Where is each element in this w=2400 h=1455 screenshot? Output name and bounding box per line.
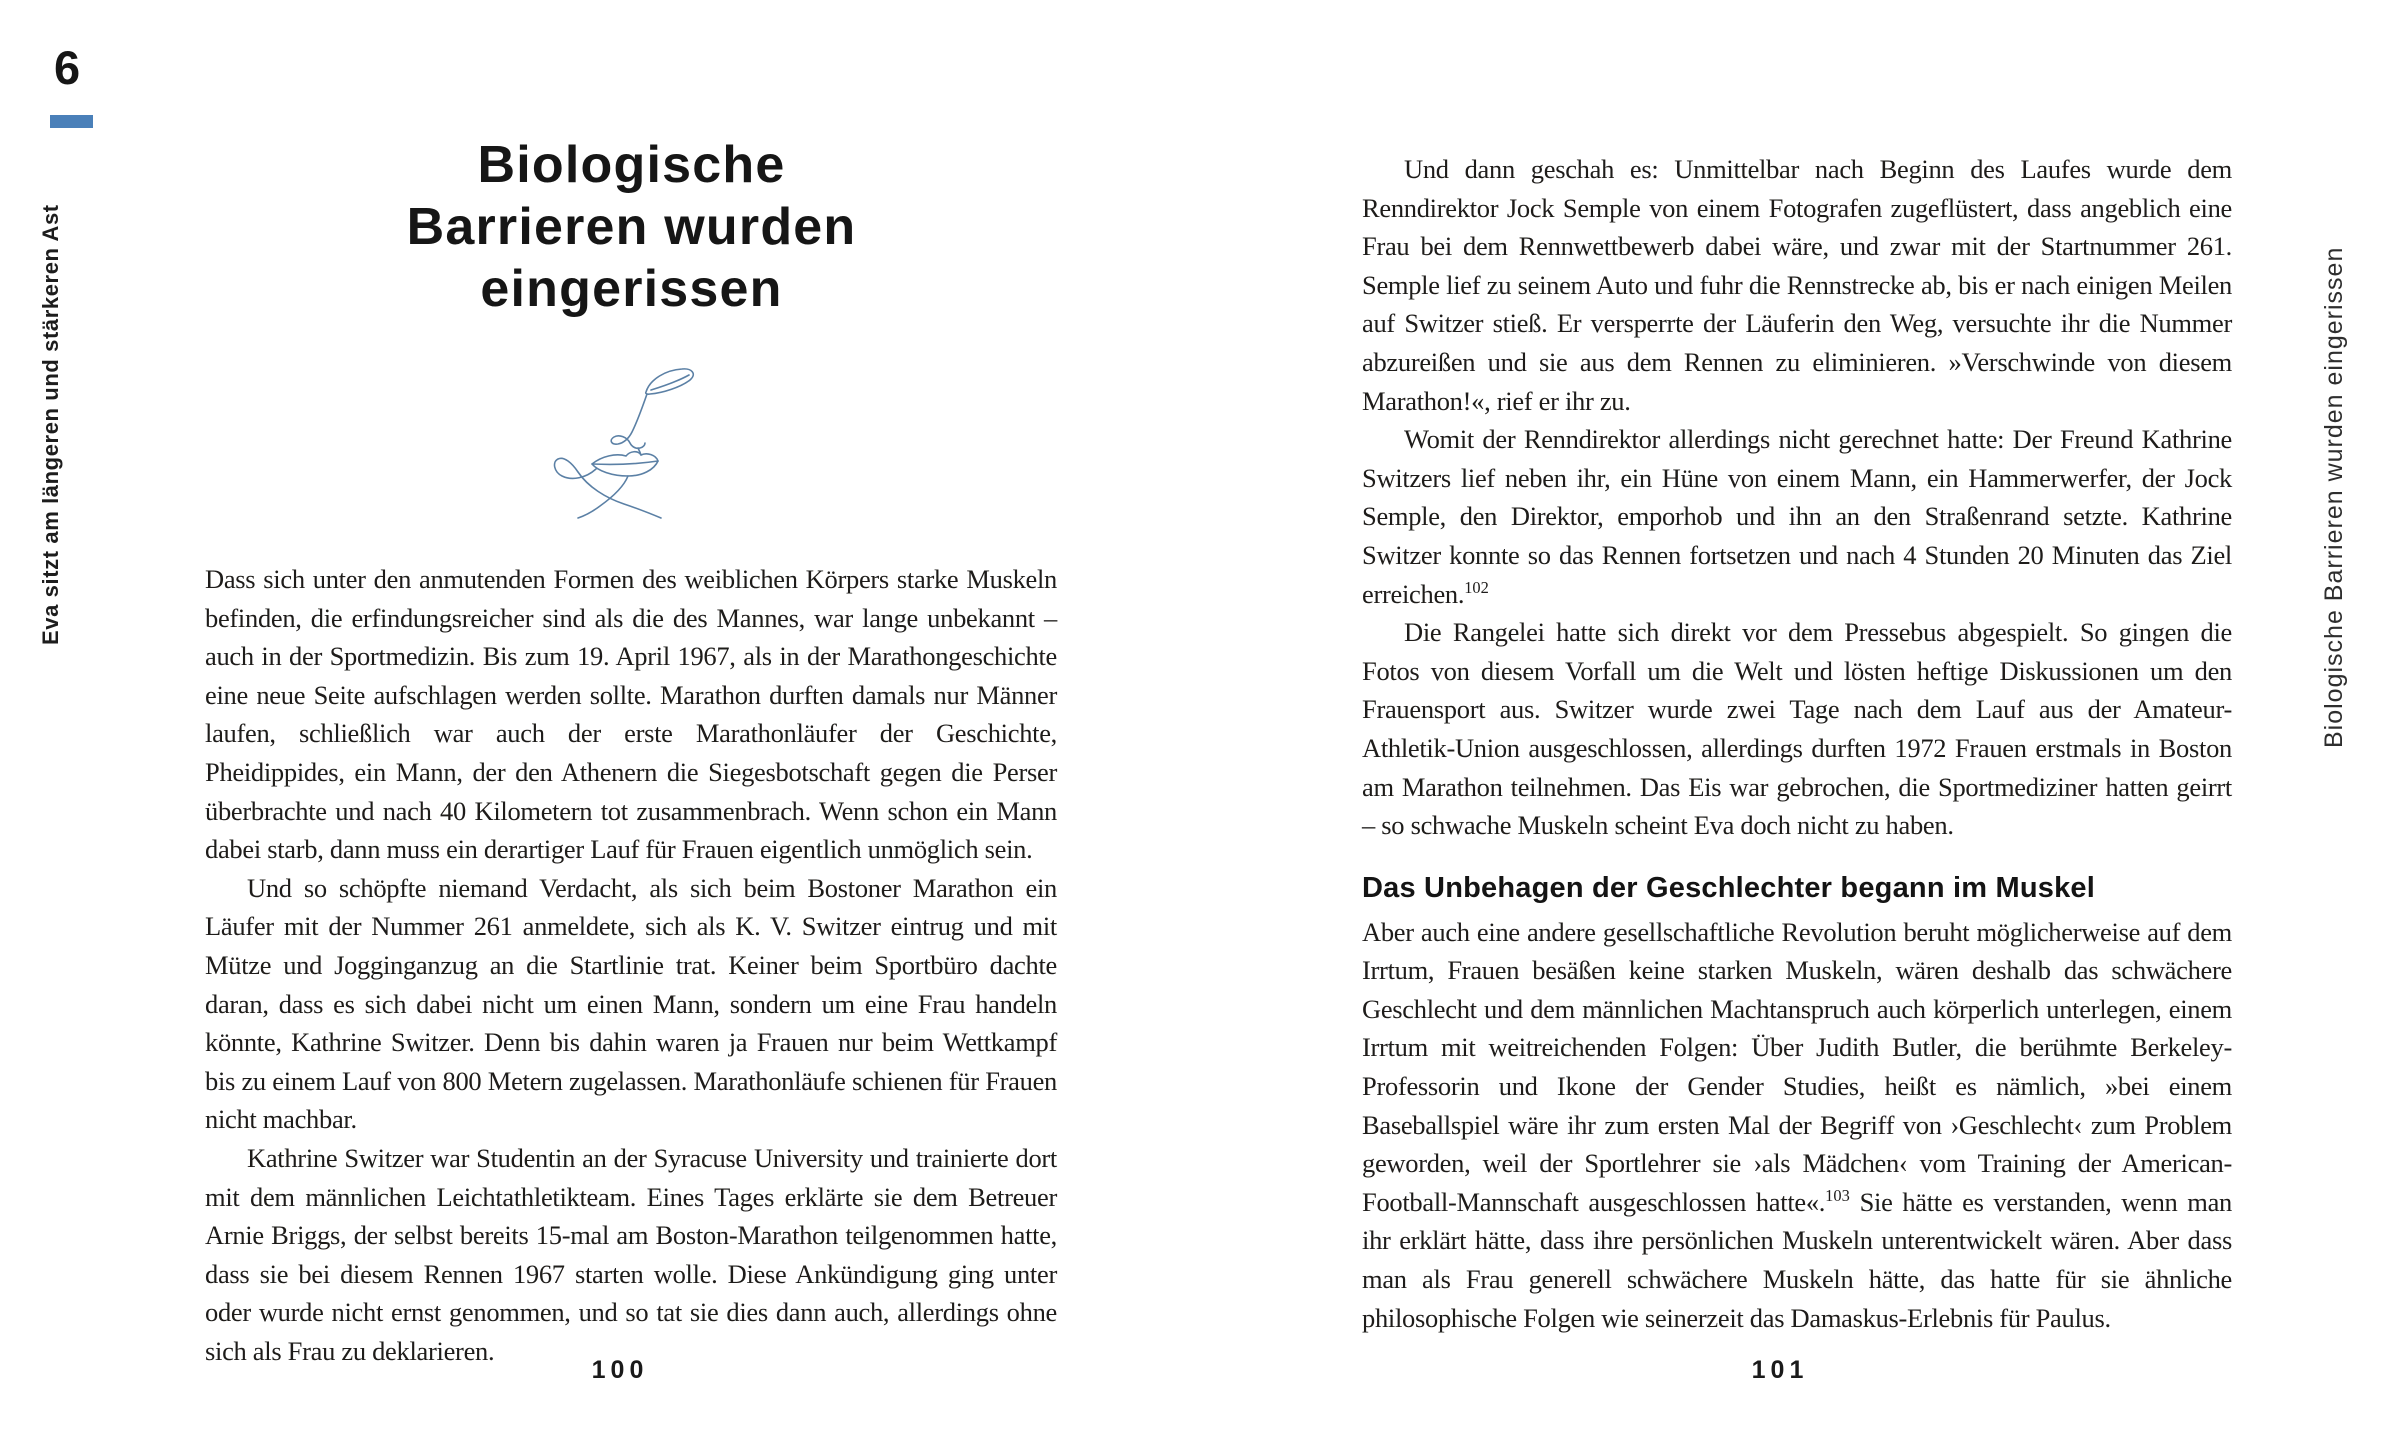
text-column-right: [1362, 150, 2232, 1337]
text-column-left: [205, 560, 1057, 1370]
paragraph-text: Dass sich unter den anmutenden Formen des weiblichen Körpers starke Muskeln befinden, die erfindungsreicher sind als die des Mannes, war lange unbekannt – auch in der Sportmedizin. Bis zum 19. April 1967, als in der Marathongeschichte eine neue Seite aufschlagen werden sollte. Marathon durften damals nur Männer laufen, schließlich war auch der erste Marathonläufer der Geschichte, Pheidippides, ein Mann, der den Athenern die Siegesbotschaft gegen die Perser überbrachte und nach 40 Kilometern tot zusammenbrach. Wenn schon ein Mann dabei starb, dann muss ein derartiger Lauf für Frauen eigentlich unmöglich sein.: [205, 564, 1057, 865]
page-number-right: 101: [1751, 1356, 1809, 1384]
section-paragraphs: [1362, 913, 2232, 1338]
chapter-accent-bar: [50, 115, 93, 128]
chapter-title-line: Biologische: [477, 136, 786, 194]
paragraph-text: Womit der Renndirektor allerdings nicht gerechnet hatte: Der Freund Kathrine Switzers lief neben ihr, ein Hüne von einem Mann, ein Hammerwerfer, der Jock Semple, den Direktor, emporhob und ihn an den Straßenrand setzte. Kathrine Switzer konnte so das Rennen fortsetzen und nach 4 Stunden 20 Minuten das Ziel erreichen.: [1362, 424, 2232, 609]
running-head-left: Eva sitzt am längeren und stärkeren Ast: [38, 204, 63, 645]
paragraph-text: Sie hätte es verstanden, wenn man ihr erklärt hätte, dass ihre persönlichen Muskeln unterentwickelt wären. Aber dass man als Frau generell schwächere Muskeln hätte, das hatte für sie ähnliche philosophische Folgen wie seinerzeit das Damaskus-Erlebnis für Paulus.: [1362, 1186, 2233, 1333]
paragraph-text: Und so schöpfte niemand Verdacht, als sich beim Bostoner Marathon ein Läufer mit der Nummer 261 anmeldete, sich als K. V. Switzer eintrug und mit Mütze und Jogginganzug an die Startlinie trat. Keiner beim Sportbüro dachte daran, dass es sich dabei nicht um einen Mann, sondern um eine Frau handeln könnte, Kathrine Switzer. Denn bis dahin waren ja Frauen nur beim Wettkampf bis zu einem Lauf von 800 Metern zugelassen. Marathonläufe schienen für Frauen nicht machbar.: [205, 872, 1057, 1135]
chapter-title: [205, 134, 1058, 320]
footnote-marker: 102: [1464, 577, 1489, 597]
section-paragraphs: [1362, 150, 2232, 845]
running-head-right: Biologische Barrieren wurden eingerissen: [2320, 246, 2348, 748]
paragraph: [205, 869, 1057, 1139]
paragraph-text: Die Rangelei hatte sich direkt vor dem Pressebus abgespielt. So gingen die Fotos von diesem Vorfall um die Welt und lösten heftige Diskussionen um den Frauensport aus. Switzer wurde zwei Tage nach dem Lauf aus der Amateur-Athletik-Union ausgeschlossen, allerdings durften 1972 Frauen erstmals in Boston am Marathon teilnehmen. Das Eis war gebrochen, die Sportmediziner hatten geirrt – so schwache Muskeln scheint Eva doch nicht zu haben.: [1362, 617, 2232, 841]
paragraph: [205, 1139, 1057, 1371]
paragraph: [1362, 913, 2232, 1338]
paragraph: [1362, 150, 2232, 420]
footnote-marker: 103: [1825, 1186, 1850, 1206]
section-subheading: Das Unbehagen der Geschlechter begann im Muskel: [1362, 871, 2095, 904]
paragraph-text: Kathrine Switzer war Studentin an der Syracuse University und trainierte dort mit dem männlichen Leichtathletikteam. Eines Tages erklärte sie dem Betreuer Arnie Briggs, der selbst bereits 15-mal am Boston-Marathon teilgenommen hatte, dass sie bei diesem Rennen 1967 starten wolle. Diese Ankündigung ging unter oder wurde nicht ernst genommen, und so tat sie dies dann auch, allerdings ohne sich als Frau zu deklarieren.: [205, 1142, 1057, 1366]
page-number-left: 100: [591, 1356, 649, 1384]
paragraph-text: Aber auch eine andere gesellschaftliche Revolution beruht möglicherweise auf dem Irrtum, Frauen besäßen keine starken Muskeln, wären deshalb das schwächere Geschlecht und dem männlichen Machtanspruch auch körperlich unterlegen, einem Irrtum mit weitreichenden Folgen: Über Judith Butler, die berühmte Berkeley-Professorin und Ikone der Gender Studies, heißt es nämlich, »bei einem Baseballspiel wäre ihr zum ersten Mal der Begriff von ›Geschlecht‹ zum Problem geworden, weil der Sportlehrer sie ›als Mädchen‹ vom Training der American-Football-Mannschaft ausgeschlossen hatte«.: [1362, 916, 2232, 1217]
paragraph: [1362, 613, 2232, 845]
chapter-number: 6: [54, 41, 81, 94]
face-line-art-illustration: [550, 366, 750, 526]
chapter-title-line: Barrieren wurden: [406, 198, 857, 256]
paragraph: [1362, 420, 2232, 613]
paragraph: [205, 560, 1057, 869]
paragraph-text: Und dann geschah es: Unmittelbar nach Beginn des Laufes wurde dem Renndirektor Jock Semple von einem Fotografen zugeflüstert, dass angeblich eine Frau bei dem Rennwettbewerb dabei wäre, und zwar mit der Startnummer 261. Semple lief zu seinem Auto und fuhr die Rennstrecke ab, bis er nach einigen Meilen auf Switzer stieß. Er versperrte der Läuferin den Weg, versuchte ihr die Nummer abzureißen und sie aus dem Rennen zu eliminieren. »Verschwinde von diesem Marathon!«, rief er ihr zu.: [1362, 154, 2232, 416]
chapter-title-line: eingerissen: [480, 260, 783, 318]
